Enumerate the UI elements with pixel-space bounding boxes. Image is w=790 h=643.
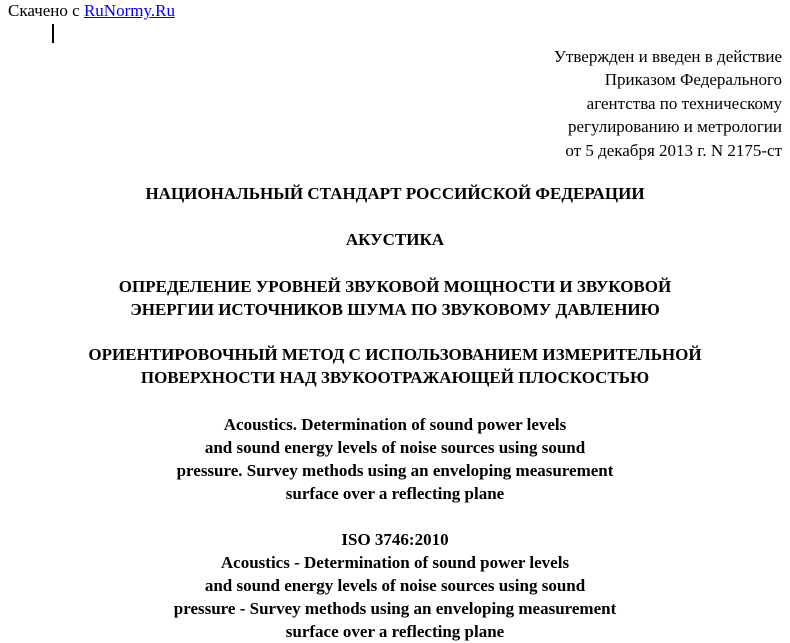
title-ru-line: ЭНЕРГИИ ИСТОЧНИКОВ ШУМА ПО ЗВУКОВОМУ ДАВЛЕНИЮ bbox=[130, 300, 660, 319]
standard-heading bbox=[0, 182, 790, 205]
title-en bbox=[0, 413, 790, 505]
source-prefix: Скачено с bbox=[8, 1, 80, 20]
title-en-line: and sound energy levels of noise sources using sound bbox=[204, 438, 586, 457]
approval-note bbox=[382, 45, 782, 162]
method-ru bbox=[0, 343, 790, 389]
title-en-line: pressure. Survey methods using an enveloping measurement bbox=[176, 461, 614, 480]
text-cursor bbox=[52, 24, 54, 43]
approval-line: агентства по техническому bbox=[586, 93, 782, 113]
iso-title-line: surface over a reflecting plane bbox=[285, 622, 505, 641]
source-link[interactable]: RuNormy.Ru bbox=[83, 1, 175, 20]
source-line bbox=[8, 1, 175, 21]
approval-line: Утвержден и введен в действие bbox=[553, 47, 782, 66]
subject-heading bbox=[0, 228, 790, 251]
iso-title-line: Acoustics - Determination of sound power levels bbox=[220, 553, 570, 572]
subject-heading-text: АКУСТИКА bbox=[345, 230, 445, 249]
approval-line: от 5 декабря 2013 г. N 2175-ст bbox=[565, 140, 782, 160]
title-ru-line: ОПРЕДЕЛЕНИЕ УРОВНЕЙ ЗВУКОВОЙ МОЩНОСТИ И ЗВУКОВОЙ bbox=[118, 277, 672, 296]
iso-number: ISO 3746:2010 bbox=[341, 530, 449, 549]
approval-line: Приказом Федерального bbox=[604, 70, 782, 90]
title-ru bbox=[0, 275, 790, 321]
standard-heading-text: НАЦИОНАЛЬНЫЙ СТАНДАРТ РОССИЙСКОЙ ФЕДЕРАЦИИ bbox=[145, 184, 645, 203]
method-ru-line: ПОВЕРХНОСТИ НАД ЗВУКООТРАЖАЮЩЕЙ ПЛОСКОСТЬЮ bbox=[140, 368, 650, 387]
method-ru-line: ОРИЕНТИРОВОЧНЫЙ МЕТОД С ИСПОЛЬЗОВАНИЕМ ИЗМЕРИТЕЛЬНОЙ bbox=[88, 345, 702, 364]
iso-title-line: and sound energy levels of noise sources using sound bbox=[204, 576, 586, 595]
title-en-line: surface over a reflecting plane bbox=[285, 484, 505, 503]
iso-title-line: pressure - Survey methods using an enveloping measurement bbox=[173, 599, 617, 618]
title-en-line: Acoustics. Determination of sound power levels bbox=[223, 415, 567, 434]
approval-line: регулированию и метрологии bbox=[567, 117, 782, 137]
iso-reference bbox=[0, 528, 790, 643]
